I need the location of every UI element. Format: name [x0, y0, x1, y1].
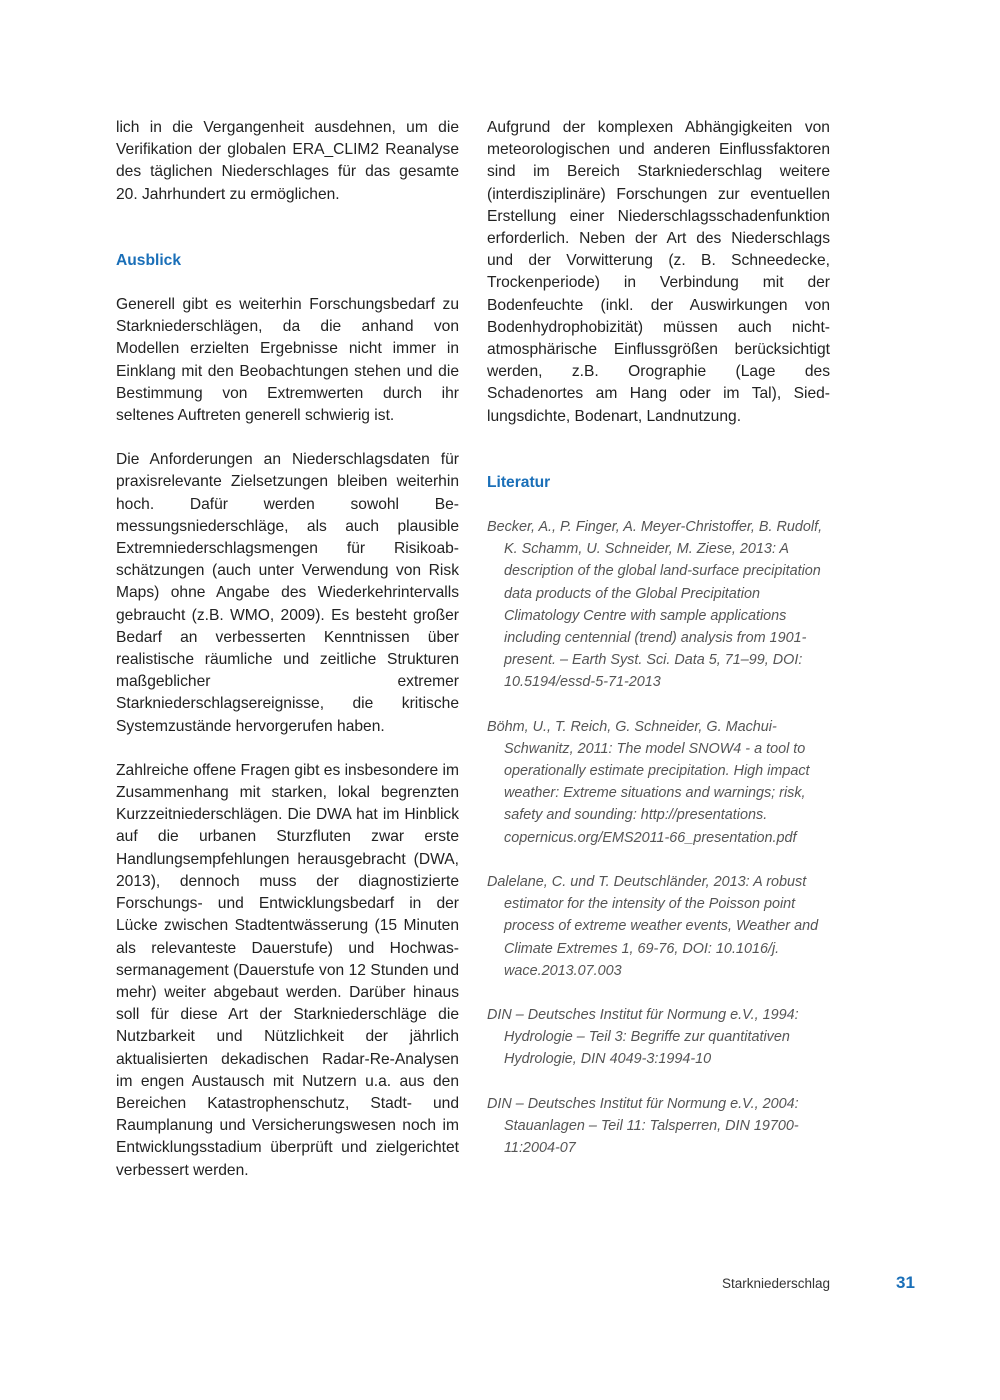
reference-item: DIN – Deutsches Institut für Normung e.V., 2004: Stauanlagen – Teil 11: Talsperren, DIN 19700-11:2004-07 [487, 1095, 799, 1156]
page-number: 31 [896, 1273, 915, 1292]
reference-item: Becker, A., P. Finger, A. Meyer-Christoffer, B. Rudolf, K. Schamm, U. Schneider, M. Ziese, 2013: A description of the global land-surface precipitation data products of the Global Precipitation Climatology Centre with sample applications including centennial (trend) analysis from 1901-present. – Earth Syst. Sci. Data 5, 71–99, DOI: 10.5194/essd-5-71-2013 [487, 519, 823, 691]
heading-ausblick: Ausblick [116, 251, 181, 269]
ausblick-paragraph-2: Die Anforderungen an Niederschlagsdaten für praxisrelevante Zielsetzungen bleiben weiterhin hoch. Dafür werden sowohl Bemessungsniederschläge, als auch plausible Extremniederschlagsmengen für Risikoabschätzungen (auch unter Verwendung von Risk Maps) ohne Angabe des Wiederkehrintervalls gebraucht (z.B. WMO, 2009). Es besteht großer Bedarf an verbesserten Kenntnissen über realistische räumliche und zeitliche Strukturen maßgeblicher extremer Starkniederschlagsereignisse, die kritische Systemzustände hervorgerufen haben. [116, 451, 459, 735]
ausblick-paragraph-3: Zahlreiche offene Fragen gibt es insbesondere im Zusammenhang mit starken, lokal begrenzten Kurzzeitniederschlägen. Die DWA hat im Hinblick auf die urbanen Sturzfluten zwar erste Handlungsempfehlungen herausgebracht (DWA, 2013), dennoch muss der diagnostizierte Forschungs- und Entwicklungsbedarf in der Lücke zwischen Stadtentwässerung (15 Minuten als relevanteste Dauerstufe) und Hochwassermanagement (Dauerstufe von 12 Stunden und mehr) weiter abgebaut werden. Darüber hinaus soll für diese Art der Starkniederschläge die Nutzbarkeit und Nützlichkeit der jährlich aktualisierten dekadischen Radar-Re-Analysen im engen Austausch mit Nutzern u.a. aus den Bereichen Katastrophenschutz, Stadt- und Raumplanung und Versicherungswesen noch im Entwicklungsstadium überprüft und zielgerichtet verbessert werden. [116, 761, 459, 1179]
reference-list [487, 516, 830, 1159]
ausblick-paragraph-1: Generell gibt es weiterhin Forschungsbedarf zu Starkniederschlägen, da die anhand von Modellen erzielten Ergebnisse nicht immer in Einklang mit den Beobachtungen stehen und die Bestimmung von Extremwerten durch ihr seltenes Auftreten generell schwierig ist. [116, 296, 459, 425]
reference-item: Dalelane, C. und T. Deutschländer, 2013: A robust estimator for the intensity of the Poisson point process of extreme weather events, Weather and Climate Extremes 1, 69-76, DOI: 10.1016/j. wace.2013.07.003 [487, 873, 819, 979]
right-paragraph-1: Aufgrund der komplexen Abhängigkeiten von meteorologischen und anderen Einflussfaktoren sind im Bereich Starkniederschlag weitere (interdisziplinäre) Forschungen zur eventuellen Erstellung einer Niederschlagsschadenfunktion erforderlich. Neben der Art des Niederschlags und der Vorwitterung (z. B. Schneedecke, Trockenperiode) in Verbindung mit der Bodenfeuchte (inkl. der Auswirkungen von Bodenhydrophobizität) müssen auch nicht-atmosphärische Einflussgrößen berücksichtigt werden, z.B. Orographie (Lage des Schadenortes am Hang oder im Tal), Siedlungsdichte, Bodenart, Landnutzung. [487, 119, 830, 425]
heading-literatur: Literatur [487, 473, 551, 491]
footer-section-title: Starkniederschlag [721, 1276, 830, 1291]
reference-item: Böhm, U., T. Reich, G. Schneider, G. Machui-Schwanitz, 2011: The model SNOW4 - a tool to operationally estimate precipitation. High impact weather: Extreme situations and warnings; risk, safety and sounding: http://presentations. copernicus.org/EMS2011-66_presentation.pdf [487, 718, 810, 846]
left-column [116, 117, 459, 1182]
intro-paragraph: lich in die Vergangenheit ausdehnen, um die Verifikation der globalen ERA_CLIM2 Reanalyse des täglichen Niederschlages für das gesamte 20. Jahrhundert zu ermöglichen. [116, 119, 459, 203]
right-column [487, 117, 830, 1159]
reference-item: DIN – Deutsches Institut für Normung e.V., 1994: Hydrologie – Teil 3: Begriffe zur quantitativen Hydrologie, DIN 4049-3:1994-10 [487, 1006, 799, 1068]
